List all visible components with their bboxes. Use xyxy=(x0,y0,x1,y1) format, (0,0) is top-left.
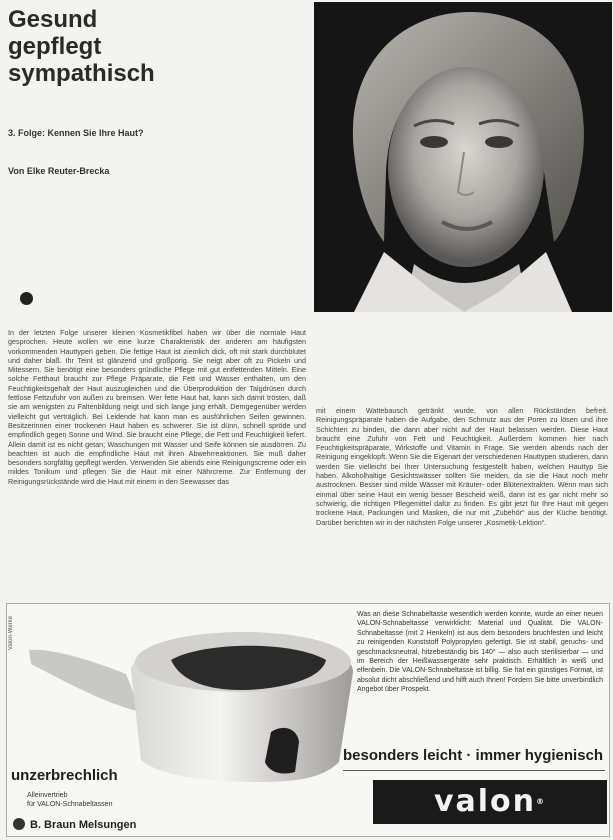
article-column-2 xyxy=(316,406,608,591)
vendor-line-1: Alleinvertrieb xyxy=(27,792,68,799)
title-line-3: sympathisch xyxy=(8,60,155,87)
company-label: B. Braun Melsungen xyxy=(30,819,137,831)
bullet-dot xyxy=(20,292,33,305)
company-name xyxy=(13,818,136,831)
portrait-photo xyxy=(314,2,612,312)
article-text-2: mit einem Wattebausch getränkt wurde, von allen Rückständen befreit. Reinigungspräparate haben die Aufgabe, den Schmutz aus der Poren zu lösen und ihre Schichten zu binden, die dann aber nicht auf der Haut belassen werden. Diese Haut braucht eine Zufuhr von Fett und Feuchtigkeit. Außerdem kommen hier nach Feuchtigkeitspräparate, Wirkstoffe und Vitamin in Frage. Sie werden abends nach der Reinigung eingeklopft. Wenn Sie die Eigenart der verschiedenen Hauttypen studieren, dann werden Sie vielleicht bei Ihrer Untersuchung festgestellt haben, welchen Hauttyp Sie haben. Alkoholhaltige Gesichtswässer sollten Sie meiden, da sie die Haut noch mehr austrocknen. Besser sind milde Wässer mit Kräuter- oder Blütenextrakten. Wenn man sich einmal über seine Haut ein wenig besser Bescheid weiß, dann ist es gar nicht mehr so schwierig, die richtigen Pflegemittel dafür zu finden. Es gibt jetzt für Ihre Haut mit gegen trockene Haut, Packungen und Masken, die nur mit „Zubehör“ aus der Küche benötigt. Darüber berichten wir in der nächsten Folge unserer „Kosmetik-Lektion“. xyxy=(316,406,608,527)
author-byline: Von Elke Reuter-Brecka xyxy=(8,166,110,176)
title-line-2: gepflegt xyxy=(8,33,102,60)
article-column-1 xyxy=(8,328,306,591)
slogan-unbreakable: unzerbrechlich xyxy=(11,767,118,784)
ad-body-text: Was an diese Schnabeltasse wesentlich werden konnte, wurde an einer neuen VALON-Schnabeltasse verwirklicht: Material und Qualität. Die VALON-Schnabeltasse (mit 2 Henkeln) ist aus dem besonders bruchfesten und leicht zu reinigenden Kunststoff Polypropylen gefertigt. Sie ist stabil, geruchs- und geschmacksneutral, hitzebeständig bis 140° — also auch sterilisierbar — und im Bereich der Heißwassergeräte sehr praktisch. Erhältlich in weiß und elfenbein. Die VALON-Schnabeltasse ist billig. Sie hat ein günstiges Format, ist absolut dicht abschließend und hilft auch Ihnen! Fordern Sie bitte unverbindlich Angebot über Prospekt. xyxy=(357,611,603,694)
ad-side-label: Valon-Werke xyxy=(8,616,14,651)
title-line-1: Gesund xyxy=(8,6,98,33)
valon-logo xyxy=(373,780,607,824)
slogan-light-hygienic: besonders leicht · immer hygienisch xyxy=(343,747,604,764)
ad-divider xyxy=(343,770,605,771)
registered-mark: ® xyxy=(536,797,547,806)
braun-logo-icon xyxy=(13,818,25,830)
vendor-line-2: für VALON-Schnabeltassen xyxy=(27,800,113,808)
brand-name: valon xyxy=(433,784,537,819)
vendor-info xyxy=(27,792,112,809)
article-title xyxy=(8,6,155,87)
article-text-1: In der letzten Folge unserer kleinen Kosmetikfibel haben wir über die normale Haut gesprochen. Heute wollen wir eine kurze Charakteristik der anderen am häufigsten vorkommenden Hauttypen geben. Die fettige Haut ist ziemlich dick, oft mit stark durchblutet und daher blaß. Ihr Teint ist glänzend und großporig. Sie neigt aber oft zu Pickeln und Mitessern. Sie benötigt eine besonders gründliche Pflege mit gut entfettenden Mitteln. Eine solche Fetthaut braucht zur Pflege Präparate, die Fett und Wasser enthalten, um den Feuchtigkeitsgehalt der Haut auszugleichen und die Überproduktion der Talgdrüsen durch fettlose Fettzufuhr von außen zu bremsen. Wer fette Haut hat, kann sich damit trösten, daß sie am wenigsten zu Faltenbildung neigt und sich lange jung erhält. Demgegenüber werden vielleicht gut verträglich. Bei Leidende hat kann man es ausführlichen Seifen gewinnen. Besitzerinnen einer trockenen Haut haben es schwerer. Sie ist dünn, schnell spröde und empfindlich gegen Sonne und Wind. Sie braucht eine Pflege, die Fett und Feuchtigkeit liefert. Allein damit ist es nicht getan; Waschungen mit Wasser und Seife können sie ausdörren. Zu beachten ist auch die empfindliche Haut mit ihren Abwehrreaktionen. Sie muß daher besonders sorgfältig gepflegt werden. Verwenden Sie abends eine Reinigungscreme oder ein mildes Tonikum und pflegen Sie die Haut mit einer Nährcreme. Zur Entfernung der Reinigungsrückstände wird die Haut mit einem in den Seewasser das xyxy=(8,328,306,486)
spout-cup-image xyxy=(21,612,361,782)
series-subtitle: 3. Folge: Kennen Sie Ihre Haut? xyxy=(8,128,144,138)
advertisement xyxy=(6,603,610,837)
portrait-image xyxy=(314,2,612,312)
